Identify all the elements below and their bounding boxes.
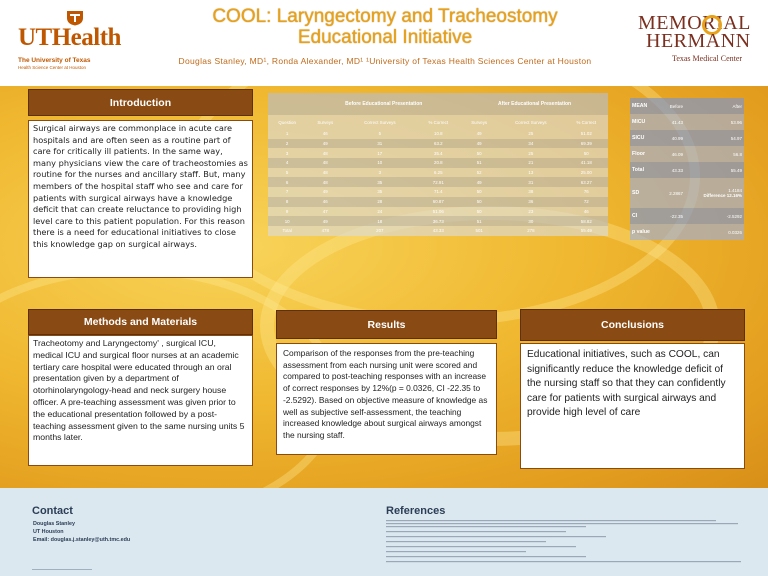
table-row xyxy=(268,216,608,226)
table-cell: 47 xyxy=(306,207,344,217)
table-cell: 35 xyxy=(344,177,415,187)
table-cell: 2 xyxy=(268,139,306,149)
difference-label: Difference 12.16% xyxy=(703,193,742,198)
table-cell: 46 xyxy=(565,207,608,217)
table-cell: 10.8 xyxy=(415,129,461,139)
contact-email: Email: douglas.j.stanley@uth.tmc.edu xyxy=(33,536,131,543)
table-row xyxy=(268,129,608,139)
table-cell: 46.09 xyxy=(660,146,685,162)
table-cell: SD xyxy=(630,178,660,208)
table-cell: 20.8 xyxy=(415,158,461,168)
table-cell: 278 xyxy=(497,226,564,236)
table-cell: 50 xyxy=(461,187,497,197)
column-header: Surveys xyxy=(461,115,497,129)
table-cell: 25 xyxy=(497,148,564,158)
table-cell: 48 xyxy=(306,177,344,187)
before-group-header: Before Educational Presentation xyxy=(306,93,461,115)
table-cell: 49 xyxy=(306,216,344,226)
stats-row xyxy=(630,208,744,224)
table-cell: 207 xyxy=(344,226,415,236)
table-cell: 63.2 xyxy=(415,139,461,149)
methods-heading: Methods and Materials xyxy=(28,309,253,335)
contact-details xyxy=(33,521,130,544)
table-cell: 7 xyxy=(268,187,306,197)
column-header: Correct Surveys xyxy=(497,115,564,129)
table-cell: 0.0326 xyxy=(685,224,744,240)
table-cell: 40.99 xyxy=(660,130,685,146)
table-cell: 60.87 xyxy=(415,197,461,207)
table-cell: 49 xyxy=(461,177,497,187)
column-header: Correct Surveys xyxy=(344,115,415,129)
table-cell: 53.96 xyxy=(685,114,744,130)
table-cell: 34 xyxy=(497,139,564,149)
table-cell: 8 xyxy=(268,197,306,207)
table-group-header-row xyxy=(268,93,608,115)
table-cell: 56.8 xyxy=(685,146,744,162)
stats-header-row xyxy=(630,98,744,114)
table-cell: 28 xyxy=(344,197,415,207)
poster-title-line2: Educational Initiative xyxy=(297,27,473,48)
after-group-header: After Educational Presentation xyxy=(461,93,608,115)
stats-row xyxy=(630,114,744,130)
table-cell: 38 xyxy=(497,187,564,197)
table-cell: Floor xyxy=(630,146,660,162)
uthealth-line1: The University of Texas xyxy=(18,57,91,64)
table-cell: 41.18 xyxy=(565,158,608,168)
table-cell: SICU xyxy=(630,130,660,146)
table-row xyxy=(268,197,608,207)
column-header: After xyxy=(685,98,744,114)
table-cell: 3 xyxy=(268,148,306,158)
table-row xyxy=(268,168,608,178)
table-cell: 3 xyxy=(344,168,415,178)
table-cell: 5 xyxy=(268,168,306,178)
table-cell: 52 xyxy=(461,168,497,178)
table-cell: 36.73 xyxy=(415,216,461,226)
table-cell: 35 xyxy=(344,187,415,197)
column-header: % Correct xyxy=(565,115,608,129)
table-cell: 17 xyxy=(344,148,415,158)
column-header: Before xyxy=(660,98,685,114)
poster-authors: Douglas Stanley, MD¹, Ronda Alexander, MD¹ ¹University of Texas Health Sciences Center at Houston xyxy=(178,56,592,66)
table-cell: MICU xyxy=(630,114,660,130)
table-cell: 21 xyxy=(497,158,564,168)
table-cell: 49 xyxy=(461,129,497,139)
table-cell: 72.91 xyxy=(415,177,461,187)
table-cell: 71.4 xyxy=(415,187,461,197)
table-cell: 23 xyxy=(497,207,564,217)
table-row xyxy=(268,207,608,217)
table-cell: 18 xyxy=(344,216,415,226)
table-cell: 4 xyxy=(268,158,306,168)
uthealth-line2: Health Science Center at Houston xyxy=(18,65,87,70)
table-cell: 30 xyxy=(497,216,564,226)
column-header: % Correct xyxy=(415,115,461,129)
stats-row xyxy=(630,224,744,240)
table-cell: 478 xyxy=(306,226,344,236)
table-cell: 9 xyxy=(268,207,306,217)
table-cell xyxy=(685,178,744,208)
table-cell: 51 xyxy=(461,216,497,226)
table-row xyxy=(268,158,608,168)
stats-row xyxy=(630,178,744,208)
table-row xyxy=(268,148,608,158)
table-cell: 51 xyxy=(461,158,497,168)
contact-heading: Contact xyxy=(32,505,73,517)
table-cell: 43.33 xyxy=(415,226,461,236)
table-cell: 10 xyxy=(344,158,415,168)
table-cell: 48 xyxy=(306,148,344,158)
table-cell: 46 xyxy=(306,197,344,207)
mh-tmc: Texas Medical Center xyxy=(672,54,743,63)
mh-hermann: HERMANN xyxy=(646,30,751,52)
table-cell: 50 xyxy=(461,197,497,207)
column-header: MEAN xyxy=(630,98,660,114)
introduction-heading: Introduction xyxy=(28,89,253,116)
table-cell: 24 xyxy=(344,207,415,217)
contact-org: UT Houston xyxy=(33,528,64,535)
table-cell: 31 xyxy=(497,177,564,187)
footer-fine-print-illegible xyxy=(32,568,112,572)
poster-title xyxy=(170,6,600,48)
stats-table xyxy=(630,98,744,240)
table-cell: p value xyxy=(630,224,660,240)
table-cell: 35.4 xyxy=(415,148,461,158)
table-cell: 13 xyxy=(497,168,564,178)
column-header: Question xyxy=(268,115,306,129)
table-cell: 6 xyxy=(268,177,306,187)
table-cell: 50 xyxy=(565,148,608,158)
table-cell: 72 xyxy=(565,197,608,207)
table-cell: Total xyxy=(630,162,660,178)
table-cell: 49 xyxy=(461,139,497,149)
table-cell: 69.39 xyxy=(565,139,608,149)
table-cell: 43.33 xyxy=(660,162,685,178)
results-body: Comparison of the responses from the pre-teaching assessment from each nursing unit were scored and compared to post-teaching responses with an increase of correct responses by 12%(p = 0.0326, CI -22.35 to -2.5292). Based on objective measure of knowledge as well as subjective self-assessment, the teaching increased knowledge about surgical airways amongst the nursing staff. xyxy=(276,343,497,455)
conclusions-body: Educational initiatives, such as COOL, can significantly reduce the knowledge deficit of the nursing staff so that they can confidently care for patients with surgical airways and provide high level of care xyxy=(520,343,745,469)
table-column-header-row xyxy=(268,115,608,129)
table-cell: 1 xyxy=(268,129,306,139)
stats-value: 1.4184 xyxy=(728,188,742,193)
conclusions-heading: Conclusions xyxy=(520,309,745,341)
table-cell: -22.35 xyxy=(660,208,685,224)
table-cell: 25 xyxy=(497,129,564,139)
references-heading: References xyxy=(386,505,446,517)
stats-row xyxy=(630,130,744,146)
methods-body: Tracheotomy and Laryngectomy' , surgical ICU, medical ICU and surgical floor nurses at an academic tertiary care hospital were educated through an oral presentation given by a department of otorhinolaryngology-head and neck surgery house officer. A pre-teaching assessment was given prior to the educational presentation followed by a post-teaching assessment given to the same nursing units 5 months later. xyxy=(28,335,253,466)
table-cell: 501 xyxy=(461,226,497,236)
table-cell: 25.00 xyxy=(565,168,608,178)
table-row xyxy=(268,177,608,187)
table-row xyxy=(268,187,608,197)
table-cell: 58.82 xyxy=(565,216,608,226)
question-results-table xyxy=(268,93,608,236)
poster-footer xyxy=(0,488,768,576)
table-cell: 51.06 xyxy=(415,207,461,217)
uthealth-wordmark: UTHealth xyxy=(18,24,121,51)
table-cell: 49 xyxy=(306,187,344,197)
table-cell: 5 xyxy=(344,129,415,139)
table-cell: Total xyxy=(268,226,306,236)
stats-row xyxy=(630,146,744,162)
table-cell: 10 xyxy=(268,216,306,226)
table-cell: -2.5292 xyxy=(685,208,744,224)
mh-memorial: MEMORIAL xyxy=(638,12,751,34)
table-cell: 48 xyxy=(306,158,344,168)
poster-title-line1: COOL: Laryngectomy and Tracheostomy xyxy=(212,6,558,27)
stats-row xyxy=(630,162,744,178)
results-heading: Results xyxy=(276,310,497,339)
table-cell: 63.27 xyxy=(565,177,608,187)
table-row xyxy=(268,139,608,149)
table-cell: 54.97 xyxy=(685,130,744,146)
table-cell: 36 xyxy=(497,197,564,207)
poster-header xyxy=(0,0,768,86)
table-cell: 2.2867 xyxy=(660,178,685,208)
table-cell: 76 xyxy=(565,187,608,197)
table-cell: 46 xyxy=(306,129,344,139)
table-cell: 31 xyxy=(344,139,415,149)
table-cell: CI xyxy=(630,208,660,224)
table-cell: 48 xyxy=(306,168,344,178)
references-list-illegible xyxy=(386,519,746,567)
introduction-body: Surgical airways are commonplace in acute care hospitals and are often seen as a routine part of care for critically ill patients. In the same way, many physicians view the care of tracheostomies as routine for the nurses and ancillary staff. But, many members of the hospital staff who see and care for patients with surgical airways have a knowledge deficit that can create reluctance to providing high level care to this patient population. For this reason there is a need for educational initiatives to close this knowledge gap on surgical airways. xyxy=(28,120,253,278)
contact-name: Douglas Stanley xyxy=(33,521,75,527)
table-cell: 6.25 xyxy=(415,168,461,178)
table-cell: 50 xyxy=(461,148,497,158)
table-cell: 41.43 xyxy=(660,114,685,130)
table-cell xyxy=(660,224,685,240)
table-row xyxy=(268,226,608,236)
column-header: Surveys xyxy=(306,115,344,129)
table-cell xyxy=(268,93,306,115)
table-cell: 55.49 xyxy=(565,226,608,236)
table-cell: 50 xyxy=(461,207,497,217)
table-cell: 49 xyxy=(306,139,344,149)
table-cell: 51.02 xyxy=(565,129,608,139)
table-cell: 55.49 xyxy=(685,162,744,178)
